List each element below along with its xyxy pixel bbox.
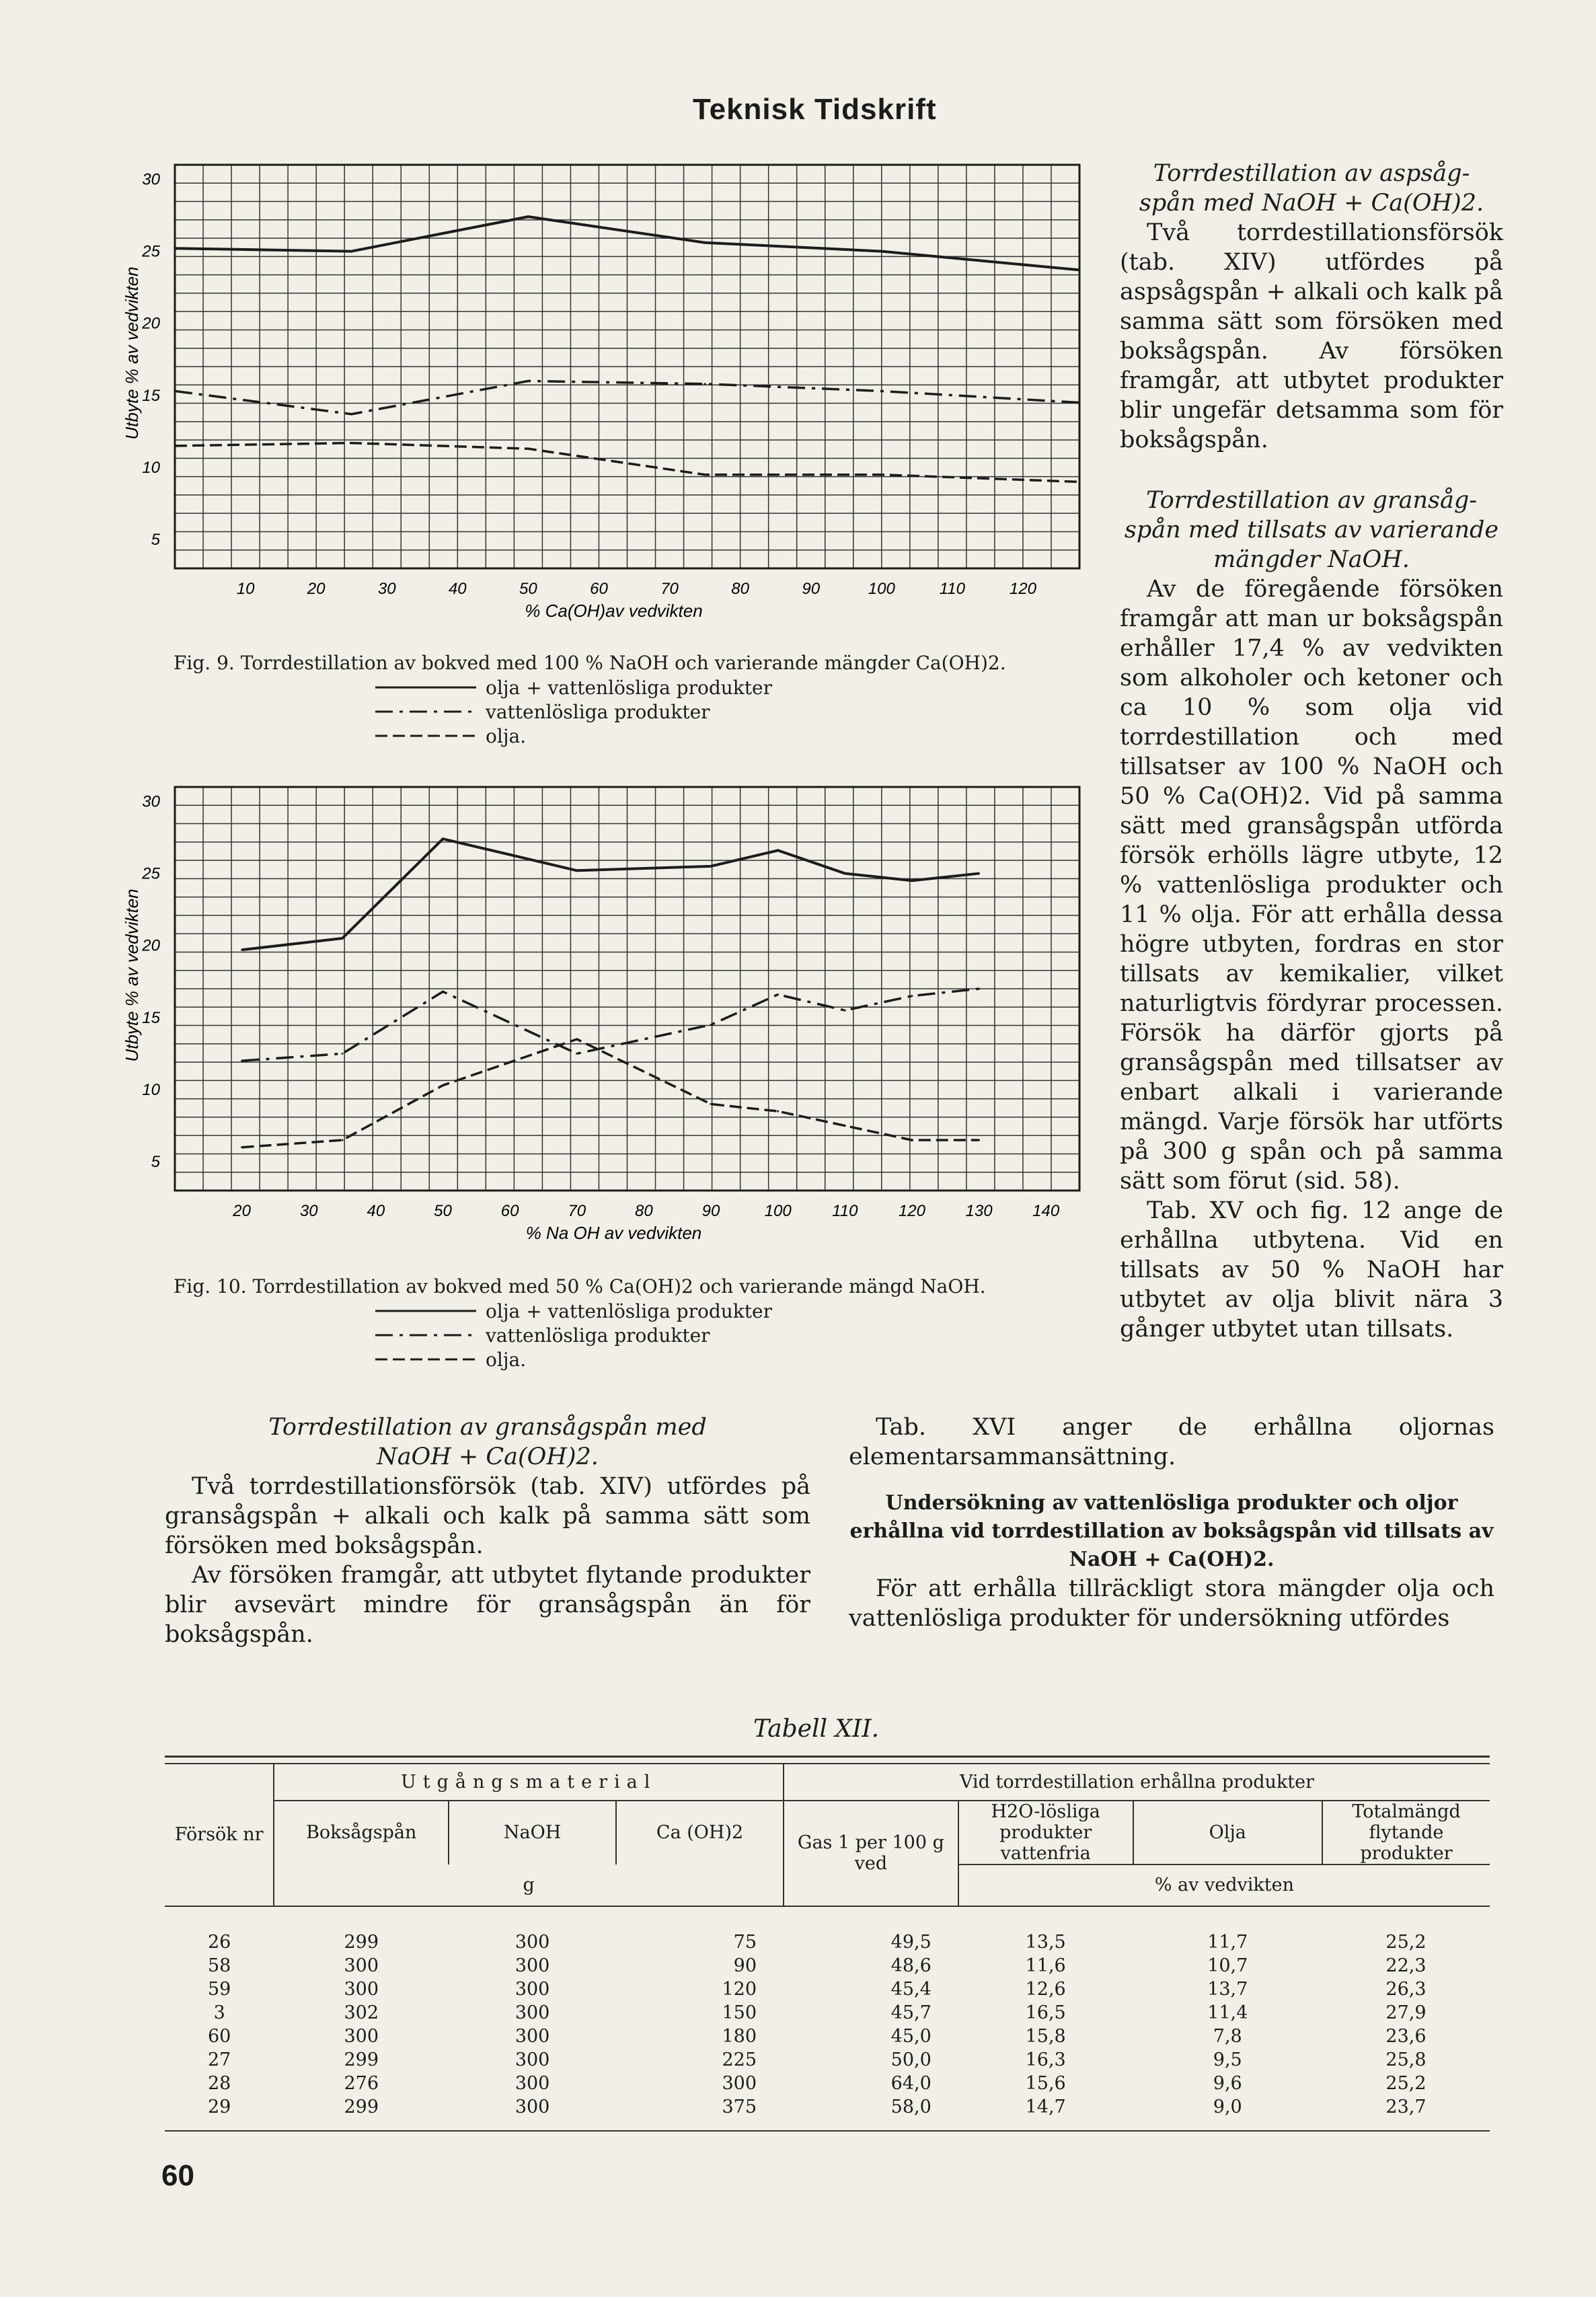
left-heading-line1: Torrdestillation av gransågspån med	[268, 1414, 707, 1441]
table-cell: 375	[722, 2096, 757, 2117]
legend-dashdot-line	[375, 708, 476, 715]
x-tick-label: 30	[299, 1202, 318, 1220]
header-unit-g: g	[274, 1865, 784, 1906]
series-point	[704, 241, 706, 243]
y-axis-label: Utbyte % av vedvikten	[122, 266, 142, 440]
y-tick-label: 5	[151, 531, 160, 550]
y-tick-label: 20	[142, 314, 160, 333]
table-cell: 9,5	[1213, 2049, 1242, 2070]
fig10-legend-dashdot	[375, 1323, 1115, 1347]
series-point	[880, 250, 882, 252]
table-cell: 11,7	[1207, 1931, 1248, 1953]
table-bottom-rule	[165, 2119, 1490, 2131]
table-cell: 10,7	[1207, 1955, 1248, 1976]
table-cell: 25,2	[1385, 2072, 1427, 2094]
table-cell: 13,5	[1025, 1931, 1066, 1953]
table-cell: 9,6	[1213, 2072, 1242, 2094]
table-cell: 300	[344, 1955, 379, 1976]
right-heading-2-line1: Torrdestillation av gransåg-	[1145, 487, 1478, 514]
table-cell: 120	[722, 1978, 757, 2000]
table-cell: 299	[344, 2049, 379, 2070]
table-cell: 45,7	[890, 2002, 932, 2023]
table-cell: 300	[515, 2002, 550, 2023]
series-point	[576, 1039, 578, 1041]
x-tick-label: 70	[568, 1202, 586, 1220]
series-point	[911, 880, 913, 882]
table-row	[165, 2001, 1490, 2025]
series-point	[241, 1060, 243, 1062]
table-cell: 299	[344, 1931, 379, 1953]
header-unit-pct: % av vedvikten	[958, 1865, 1490, 1906]
x-tick-label: 40	[448, 580, 467, 598]
left-column	[165, 1413, 810, 1649]
x-tick-label: 140	[1032, 1202, 1060, 1220]
header-caoh: Ca (OH)2	[616, 1801, 784, 1865]
series-point	[1079, 402, 1081, 404]
table-cell: 300	[515, 2072, 550, 2094]
fig9-legend-dashed-label: olja.	[486, 724, 527, 747]
series-point	[704, 383, 706, 385]
fig9-caption	[174, 651, 1115, 675]
right-column-upper	[1120, 159, 1503, 1344]
table-cell: 14,7	[1025, 2096, 1066, 2117]
table-row	[165, 1978, 1490, 2001]
table-cell: 7,8	[1213, 2025, 1242, 2047]
table-cell: 12,6	[1025, 1978, 1066, 2000]
fig10-legend-dashed	[375, 1347, 1115, 1371]
table-spacer	[165, 1906, 1490, 1930]
fig9-label: Fig. 9.	[174, 652, 235, 674]
series-point	[710, 865, 712, 867]
series-point	[241, 1146, 243, 1148]
series-point	[576, 870, 578, 872]
legend-dashed-line	[375, 732, 476, 739]
fig9-caption-text: Torrdestillation av bokved med 100 % NaOH och varierande mängder Ca(OH)2.	[240, 652, 1006, 674]
chart-grid	[175, 787, 1079, 1191]
series-point	[844, 872, 846, 874]
table-cell: 15,6	[1025, 2072, 1066, 2094]
legend-solid-line	[375, 684, 476, 691]
table-xii	[165, 1756, 1490, 2132]
table-cell: 50,0	[890, 2049, 932, 2070]
fig10-caption-text: Torrdestillation av bokved med 50 % Ca(OH)2 och varierande mängd NaOH.	[252, 1275, 986, 1297]
series-point	[527, 216, 529, 218]
right-paragraph-5: För att erhålla tillräckligt stora mängder olja och vattenlösliga produkter för undersökning utfördes	[849, 1575, 1494, 1632]
header-olja: Olja	[1133, 1801, 1322, 1865]
y-tick-label: 25	[142, 864, 160, 883]
fig10-label: Fig. 10.	[174, 1275, 247, 1297]
series-point	[880, 474, 882, 476]
table-cell: 300	[344, 1978, 379, 2000]
table-cell: 9,0	[1213, 2096, 1242, 2117]
table-cell: 150	[722, 2002, 757, 2023]
chart-grid	[175, 165, 1079, 568]
right-heading-2-line2: spån med tillsats av varierande	[1124, 517, 1499, 543]
y-tick-label: 10	[142, 1081, 160, 1099]
y-axis-label: Utbyte % av vedvikten	[122, 889, 142, 1062]
table-cell: 60	[208, 2025, 231, 2047]
table-title: Tabell XII.	[753, 1715, 880, 1743]
table-top-rule	[165, 1757, 1490, 1764]
table-cell: 11,6	[1025, 1955, 1066, 1976]
header-group-utgang: Utgångsmaterial	[274, 1764, 784, 1801]
section-heading-bold: Undersökning av vattenlösliga produkter och oljor erhållna vid torrdestillation av boksågspån vid tillsats av NaOH + Ca(OH)2.	[849, 1491, 1494, 1571]
series-point	[241, 949, 243, 951]
y-tick-label: 30	[142, 792, 160, 811]
fig9-legend-dashdot	[375, 700, 1115, 724]
table-cell: 22,3	[1385, 1955, 1427, 1976]
series-point	[174, 445, 176, 447]
fig10-legend-dashed-label: olja.	[486, 1348, 527, 1371]
fig9-legend-dashed	[375, 724, 1115, 748]
fig9-chart	[101, 151, 1110, 649]
table-cell: 23,6	[1385, 2025, 1427, 2047]
series-point	[442, 1084, 444, 1086]
table-body	[165, 1930, 1490, 2119]
table-cell: 75	[733, 1931, 757, 1953]
table-cell: 302	[344, 2002, 379, 2023]
legend-dashdot-line	[375, 1332, 476, 1339]
table-cell: 276	[344, 2072, 379, 2094]
fig10-caption-block	[174, 1275, 1115, 1371]
table-cell: 300	[722, 2072, 757, 2094]
series-point	[350, 250, 352, 252]
table-cell: 45,4	[890, 1978, 932, 2000]
y-tick-label: 30	[142, 170, 160, 189]
table-cell: 58	[208, 1955, 231, 1976]
series-point	[1079, 269, 1081, 271]
legend-solid-line	[375, 1308, 476, 1314]
table-cell: 27,9	[1385, 2002, 1427, 2023]
journal-header: Teknisk Tidskrift	[693, 93, 937, 126]
table-cell: 300	[515, 1978, 550, 2000]
series-point	[342, 1053, 344, 1055]
x-tick-label: 90	[802, 580, 821, 598]
x-axis-label: % Ca(OH)av vedvikten	[525, 601, 703, 621]
x-tick-label: 120	[898, 1202, 925, 1220]
header-naoh: NaOH	[449, 1801, 616, 1865]
series-point	[880, 390, 882, 392]
series-line-dashed	[242, 1039, 979, 1147]
header-group-produkter: Vid torrdestillation erhållna produkter	[784, 1764, 1490, 1801]
x-tick-label: 110	[939, 580, 965, 598]
series-point	[911, 1139, 913, 1141]
x-tick-label: 130	[965, 1202, 993, 1220]
table-cell: 26,3	[1385, 1978, 1427, 2000]
left-paragraph-1: Två torrdestillationsförsök (tab. XIV) utfördes på gransågspån + alkali och kalk på samma sätt som försöken med boksågspån.	[165, 1473, 810, 1559]
x-tick-label: 100	[764, 1202, 792, 1220]
series-point	[777, 993, 779, 995]
series-line-dashdot	[242, 989, 979, 1061]
x-tick-label: 110	[832, 1202, 858, 1220]
series-point	[576, 1053, 578, 1055]
series-point	[844, 1010, 846, 1012]
x-tick-label: 70	[660, 580, 679, 598]
series-point	[777, 850, 779, 852]
table-cell: 299	[344, 2096, 379, 2117]
right-paragraph-2: Av de föregående försöken framgår att man ur boksågspån erhåller 17,4 % av vedvikten som alkoholer och ketoner och ca 10 % som olja vid torrdestillation och med tillsatser av 100 % NaOH och 50 % Ca(OH)2. Vid på samma sätt med gransågspån utförda försök erhölls lägre utbyte, 12 % vattenlösliga produkter och 11 % olja. För att erhålla dessa högre utbyten, fordras en stor tillsats av kemikalier, vilket naturligtvis fördyrar processen. Försök ha därför gjorts på gransågspån med tillsatser av enbart alkali i varierande mängd. Varje försök har utförts på 300 g spån och på samma sätt som förut (sid. 58).	[1120, 576, 1503, 1195]
table-cell: 23,7	[1385, 2096, 1427, 2117]
table-cell: 28	[208, 2072, 231, 2094]
header-total: Totalmängd flytande produkter	[1322, 1801, 1490, 1865]
x-tick-label: 80	[635, 1202, 653, 1220]
table-cell: 11,4	[1207, 2002, 1248, 2023]
series-point	[174, 248, 176, 250]
series-point	[527, 448, 529, 450]
fig10-legend-dashdot-label: vattenlösliga produkter	[486, 1324, 710, 1347]
table-cell: 90	[733, 1955, 757, 1976]
right-paragraph-1: Två torrdestillationsförsök (tab. XIV) utfördes på aspsågspån + alkali och kalk på samma sätt som försöken med boksågspån. Av försöken framgår, att utbytet produkter blir ungefär detsamma som för boksågspån.	[1120, 219, 1503, 453]
series-point	[350, 413, 352, 415]
x-tick-label: 50	[519, 580, 537, 598]
table-cell: 59	[208, 1978, 231, 2000]
table-cell: 300	[515, 1955, 550, 1976]
table-cell: 225	[722, 2049, 757, 2070]
x-tick-label: 50	[434, 1202, 452, 1220]
header-gas: Gas 1 per 100 g ved	[784, 1801, 958, 1906]
page-number: 60	[161, 2159, 194, 2192]
x-tick-label: 80	[731, 580, 749, 598]
table-cell: 180	[722, 2025, 757, 2047]
fig10-legend-solid	[375, 1299, 1115, 1323]
y-tick-label: 15	[142, 1008, 160, 1027]
series-point	[777, 1110, 779, 1113]
table-cell: 26	[208, 1931, 231, 1953]
table-cell: 13,7	[1207, 1978, 1248, 2000]
table-cell: 300	[515, 2049, 550, 2070]
table-cell: 25,8	[1385, 2049, 1427, 2070]
table-cell: 64,0	[890, 2072, 932, 2094]
series-point	[844, 1125, 846, 1127]
x-tick-label: 40	[367, 1202, 385, 1220]
header-forsok: Försök nr	[165, 1764, 274, 1906]
table-cell: 300	[515, 1931, 550, 1953]
series-point	[1079, 481, 1081, 483]
fig9-legend-solid-label: olja + vattenlösliga produkter	[486, 676, 772, 699]
series-point	[704, 474, 706, 476]
y-tick-label: 5	[151, 1153, 160, 1172]
table-row	[165, 2095, 1490, 2119]
series-point	[978, 872, 980, 874]
left-paragraph-2: Av försöken framgår, att utbytet flytande produkter blir avsevärt mindre för gransågspån än för boksågspån.	[165, 1562, 810, 1648]
header-h2o: H2O-lösliga produkter vattenfria	[958, 1801, 1133, 1865]
series-point	[350, 442, 352, 444]
x-tick-label: 60	[590, 580, 608, 598]
series-point	[442, 991, 444, 993]
table-cell: 58,0	[890, 2096, 932, 2117]
x-tick-label: 100	[868, 580, 895, 598]
series-point	[527, 380, 529, 382]
table-cell: 300	[515, 2096, 550, 2117]
fig10-chart	[101, 774, 1110, 1271]
table-cell: 25,2	[1385, 1931, 1427, 1953]
table-cell: 29	[208, 2096, 231, 2117]
y-tick-label: 20	[142, 936, 160, 955]
fig10-legend-solid-label: olja + vattenlösliga produkter	[486, 1300, 772, 1322]
series-point	[710, 1024, 712, 1026]
x-tick-label: 60	[500, 1202, 519, 1220]
right-heading-1-line2: spån med NaOH + Ca(OH)2.	[1139, 190, 1484, 217]
legend-dashed-line	[375, 1356, 476, 1363]
x-tick-label: 20	[233, 1202, 251, 1220]
table-cell: 49,5	[890, 1931, 932, 1953]
series-point	[911, 995, 913, 997]
header-bok: Boksågspån	[274, 1801, 449, 1865]
series-point	[978, 1139, 980, 1141]
x-tick-label: 20	[307, 580, 326, 598]
table-cell: 16,3	[1025, 2049, 1066, 2070]
fig9-legend-solid	[375, 675, 1115, 700]
right-column-lower	[849, 1413, 1494, 1633]
series-point	[442, 838, 444, 840]
table-row	[165, 1930, 1490, 1954]
table-cell: 16,5	[1025, 2002, 1066, 2023]
right-heading-2-line3: mängder NaOH.	[1213, 546, 1410, 573]
table-row	[165, 1954, 1490, 1978]
x-tick-label: 30	[377, 580, 396, 598]
fig10-caption	[174, 1275, 1115, 1299]
x-tick-label: 10	[236, 580, 255, 598]
x-tick-label: 90	[701, 1202, 720, 1220]
table-cell: 300	[515, 2025, 550, 2047]
right-heading-1-line1: Torrdestillation av aspsåg-	[1153, 160, 1470, 187]
series-point	[978, 988, 980, 990]
table-cell: 300	[344, 2025, 379, 2047]
series-line-solid	[242, 839, 979, 950]
table-cell: 27	[208, 2049, 231, 2070]
x-axis-label: % Na OH av vedvikten	[525, 1223, 702, 1243]
left-heading-line2: NaOH + Ca(OH)2.	[377, 1443, 599, 1470]
table-cell: 45,0	[890, 2025, 932, 2047]
fig9-legend-dashdot-label: vattenlösliga produkter	[486, 700, 710, 723]
fig9-caption-block	[174, 651, 1115, 748]
right-paragraph-4: Tab. XVI anger de erhållna oljornas elementarsammansättning.	[849, 1414, 1494, 1470]
series-point	[342, 938, 344, 940]
y-tick-label: 15	[142, 386, 160, 405]
x-tick-label: 120	[1009, 580, 1036, 598]
y-tick-label: 10	[142, 459, 160, 477]
right-paragraph-3: Tab. XV och fig. 12 ange de erhållna utbytena. Vid en tillsats av 50 % NaOH har utbytet av olja blivit nära 3 gånger utbytet utan tillsats.	[1120, 1197, 1503, 1343]
series-point	[710, 1103, 712, 1105]
series-point	[342, 1139, 344, 1141]
table-cell: 15,8	[1025, 2025, 1066, 2047]
series-point	[174, 390, 176, 392]
table-cell: 48,6	[890, 1955, 932, 1976]
table-cell: 3	[213, 2002, 225, 2023]
table-row	[165, 2048, 1490, 2072]
y-tick-label: 25	[142, 242, 160, 261]
table-row	[165, 2025, 1490, 2048]
table-row	[165, 2072, 1490, 2095]
